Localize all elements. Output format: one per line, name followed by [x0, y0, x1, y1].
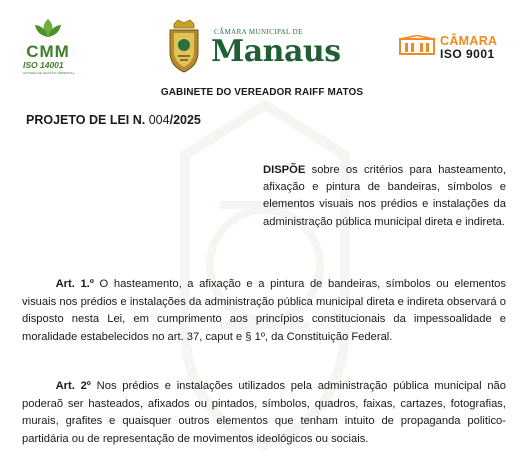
camara-label: CÂMARA	[440, 34, 498, 48]
svg-text:CMM: CMM	[26, 42, 70, 61]
iso-14001-sub: SISTEMA DE GESTÃO AMBIENTAL	[23, 71, 75, 75]
ementa-text: sobre os critérios para hasteamento, afixação e pintura de bandeiras, símbolos e elementos visuais nos prédios e instalações da administração pública municipal direta e indireta.	[263, 164, 506, 228]
building-icon	[399, 35, 435, 55]
gabinete-heading: GABINETE DO VEREADOR RAIFF MATOS	[160, 87, 364, 98]
projeto-number: 004	[148, 113, 170, 127]
projeto-year: /2025	[169, 113, 201, 127]
municipal-crest-icon	[166, 18, 202, 74]
article-1	[22, 276, 506, 346]
ementa	[263, 162, 506, 231]
camara-iso-9001-logo	[399, 33, 509, 63]
iso-9001-label: ISO 9001	[440, 47, 495, 61]
iso-14001-label: ISO 14001	[23, 60, 64, 70]
camara-small-label: CÂMARA MUNICIPAL DE	[214, 28, 303, 36]
ementa-keyword: DISPÕE	[263, 164, 306, 176]
article-2-label: Art. 2º	[55, 380, 91, 392]
article-2	[22, 378, 506, 448]
camara-manaus-logo	[166, 18, 341, 76]
article-1-text: O hasteamento, a afixação e a pintura de bandeiras, símbolos ou elementos visuais nos prédios e instalações da administração pública municipal direta e indireta observará o disposto nesta Lei, em cumprimento aos princípios constitucionais da impessoalidade e moralidade estabelecidos no art. 37, caput e § 1º, da Constituição Federal.	[22, 278, 507, 343]
manaus-title: Manaus	[211, 34, 341, 69]
cmm-leaf-logo-icon	[17, 17, 79, 61]
projeto-prefix: PROJETO DE LEI N.	[26, 113, 146, 127]
iso-14001-logo	[17, 17, 79, 77]
article-2-text: Nos prédios e instalações utilizados pela administração pública municipal não poderaõ ser hasteados, afixados ou pintados, símbolos, quadros, faixas, cartazes, fotografias, murais, grafites e quaisquer outros elementos que tenham intuito de propaganda politico-partidária ou de representação de movimentos ideológicos ou sociais.	[22, 380, 506, 445]
article-1-label: Art. 1.º	[55, 278, 94, 290]
projeto-title	[26, 113, 201, 127]
